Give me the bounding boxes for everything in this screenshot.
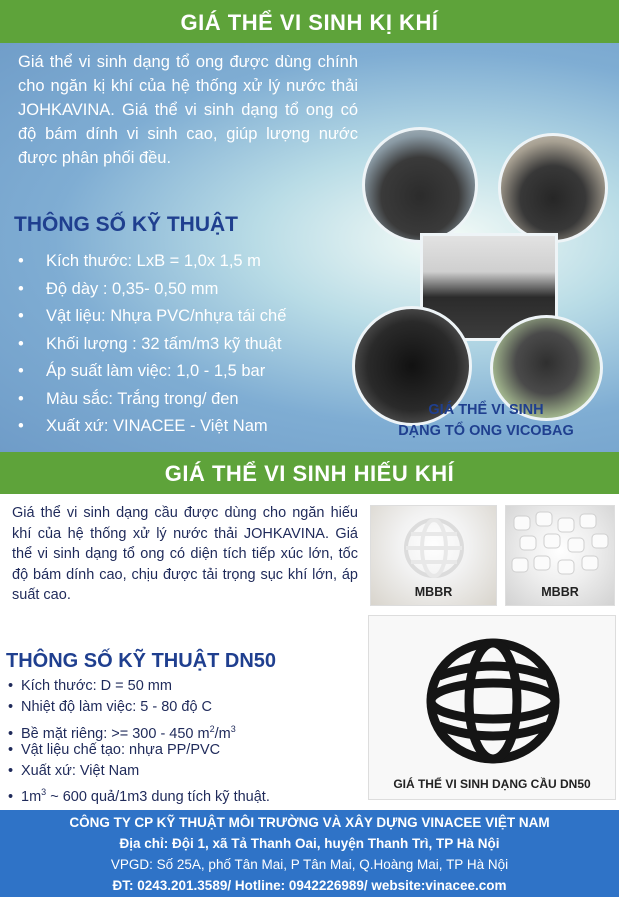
spec-item: • Xuất xứ: Việt Nam	[8, 761, 270, 782]
spec-item: • Vật liệu chế tạo: nhựa PP/PVC	[8, 740, 270, 761]
mbbr-pellets-image	[505, 505, 615, 606]
anaerobic-specs-heading: THÔNG SỐ KỸ THUẬT	[14, 213, 238, 236]
honeycomb-photo-2	[498, 133, 608, 243]
spec-item: • Vật liệu: Nhựa PVC/nhựa tái chế	[18, 303, 286, 331]
anaerobic-description: Giá thể vi sinh dạng tổ ong được dùng chính cho ngăn kị khí của hệ thống xử lý nước thải JOHKAVINA. Giá thể vi sinh dạng tổ ong có độ bám dính vi sinh cao, giúp lượng nước được phân phối đều.	[18, 53, 358, 167]
section-title-aerobic: GIÁ THỂ VI SINH HIẾU KHÍ	[0, 452, 619, 494]
spec-item: • Màu sắc: Trắng trong/ đen	[18, 386, 286, 414]
anaerobic-specs-list	[18, 248, 286, 441]
dn50-ball-image	[368, 615, 616, 800]
caption-line: DẠNG TỔ ONG VICOBAG	[398, 423, 574, 439]
honeycomb-caption	[366, 400, 606, 442]
mbbr-label-2: MBBR	[541, 585, 579, 599]
company-contact: ĐT: 0243.201.3589/ Hotline: 0942226989/ website:vinacee.com	[112, 878, 507, 893]
honeycomb-photo-1	[362, 127, 478, 243]
spec-item: • Bề mặt riêng: >= 300 - 450 $m^2/m^3$	[8, 719, 270, 740]
spec-item: • $1m^3$ ~ 600 quả/1m3 dung tích kỹ thuật.	[8, 782, 270, 803]
aerobic-specs-heading: THÔNG SỐ KỸ THUẬT DN50	[6, 650, 277, 672]
spec-item: • Khối lượng : 32 tấm/m3 kỹ thuật	[18, 331, 286, 359]
company-footer	[0, 810, 619, 897]
spec-item: • Xuất xứ: VINACEE - Việt Nam	[18, 413, 286, 441]
mbbr-ball-image	[370, 505, 497, 606]
mbbr-label-1: MBBR	[414, 585, 453, 599]
company-name: CÔNG TY CP KỸ THUẬT MÔI TRƯỜNG VÀ XÂY DỰNG VINACEE VIỆT NAM	[69, 815, 550, 830]
dn50-ball-icon	[369, 616, 616, 800]
dn50-caption: GIÁ THỂ VI SINH DẠNG CẦU DN50	[393, 777, 591, 791]
section-title-anaerobic: GIÁ THỂ VI SINH KỊ KHÍ	[0, 0, 619, 43]
spec-item: • Độ dày : 0,35- 0,50 mm	[18, 276, 286, 304]
spec-item: • Kích thước: LxB = 1,0x 1,5 m	[18, 248, 286, 276]
company-address: Địa chỉ: Đội 1, xã Tả Thanh Oai, huyện Thanh Trì, TP Hà Nội	[119, 836, 500, 851]
spec-item: • Áp suất làm việc: 1,0 - 1,5 bar	[18, 358, 286, 386]
aerobic-description: Giá thể vi sinh dạng cầu được dùng cho ngăn hiếu khí của hệ thống xử lý nước thải JOHKAVINA. Giá thể vi sinh dạng tổ ong có diện tích tiếp xúc lớn, tốc độ bám dính cao, chịu được tải trọng sục khí lớn, áp suất cao.	[12, 505, 358, 603]
company-office: VPGD: Số 25A, phố Tân Mai, P Tân Mai, Q.Hoàng Mai, TP Hà Nội	[110, 857, 509, 872]
spec-item: • Kích thước: D = 50 mm	[8, 676, 270, 697]
aerobic-specs-list	[8, 676, 270, 804]
spec-item: • Nhiệt độ làm việc: 5 - 80 độ C	[8, 697, 270, 718]
caption-line: GIÁ THỂ VI SINH	[428, 402, 544, 418]
